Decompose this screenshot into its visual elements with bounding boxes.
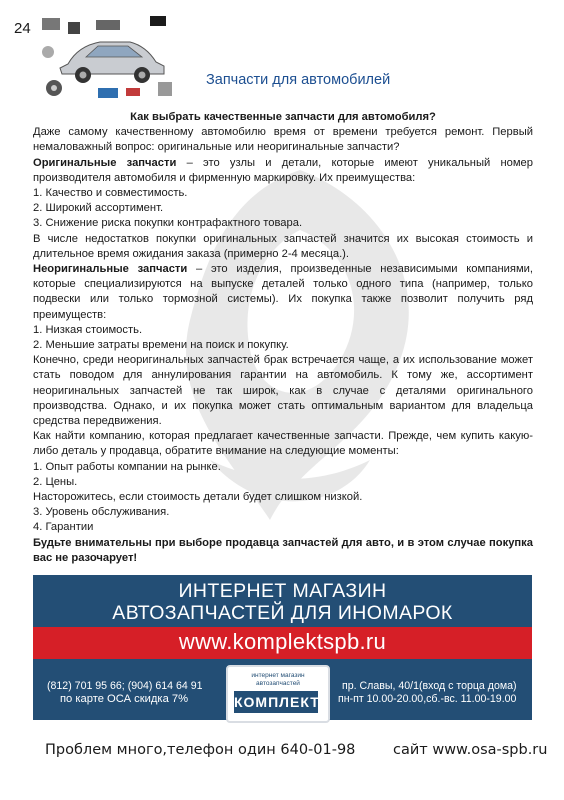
original-definition: [33, 156, 533, 186]
article-question: Как выбрать качественные запчасти для автомобиля?: [130, 111, 436, 123]
list-item: 1. Низкая стоимость.: [33, 323, 143, 336]
original-cons-paragraph: В числе недостатков покупки оригинальных запчастей значится их высокая стоимость и длительное время ожидания заказа (примерно 2-4 месяца.).: [33, 232, 533, 260]
logo-line1: интернет магазин: [251, 672, 305, 679]
nonoriginal-definition: [33, 262, 533, 323]
car-icon: [60, 42, 164, 83]
ad-headline-line2: АВТОЗАПЧАСТЕЙ ДЛЯ ИНОМАРОК: [112, 602, 453, 624]
ad-headline-line1: ИНТЕРНЕТ МАГАЗИН: [178, 580, 387, 602]
logo-word: КОМПЛЕКТ: [234, 691, 318, 713]
ad-website-link[interactable]: www.komplektspb.ru: [178, 629, 387, 654]
car-parts-illustration: [38, 12, 178, 102]
footer-website-link[interactable]: сайт www.osa-spb.ru: [393, 742, 548, 758]
nonoriginal-cons-paragraph: Конечно, среди неоригинальных запчастей брак встречается чаще, а их использование может стать поводом для аннулирования гарантии на автомобиль. К тому же, ассортимент неоригинальных запчастей не так широк, как в случае с деталями оригинального производства. Однако, и их покупка может стать оптимальным вариантом для владельца средства передвижения.: [33, 354, 533, 428]
logo-line2: автозапчастей: [256, 680, 300, 687]
advertisement-banner: [33, 575, 532, 720]
intro-paragraph: Даже самому качественному автомобилю время от времени требуется ремонт. Первый немаловажный вопрос: оригинальные или неоригинальные запчасти?: [33, 126, 533, 154]
list-item: 1. Опыт работы компании на рынке.: [33, 460, 221, 473]
nonoriginal-term: Неоригинальные запчасти: [33, 263, 188, 276]
closing-text: Будьте внимательны при выборе продавца запчастей для авто, и в этом случае покупка вас не разочарует!: [33, 536, 533, 564]
original-term: Оригинальные запчасти: [33, 156, 177, 169]
find-company-paragraph: Как найти компанию, которая предлагает качественные запчасти. Прежде, чем купить какую-либо деталь у продавца, обратите внимание на следующие моменты:: [33, 430, 533, 458]
list-item: 2. Широкий ассортимент.: [33, 202, 164, 215]
nonoriginal-def-text: – это изделия, произведенные независимыми компаниями, которые специализируются на выпуске деталей только одного типа (например, только подвески или только тормозной системы). Их покупка также позволит получить ряд преимуществ:: [33, 263, 533, 321]
list-item: 1. Качество и совместимость.: [33, 187, 188, 200]
komplekt-logo: [226, 665, 330, 723]
original-def-text: – это узлы и детали, которые имеют уникальный номер производителя автомобиля и фирменную маркировку. Их преимущества:: [33, 156, 533, 184]
list-item: 4. Гарантии: [33, 521, 94, 534]
list-item: Насторожитесь, если стоимость детали будет слишком низкой.: [33, 491, 363, 504]
list-item: 2. Меньшие затраты времени на поиск и покупку.: [33, 339, 289, 352]
list-item: 3. Снижение риска покупки контрафактного товара.: [33, 217, 303, 230]
list-item: 3. Уровень обслуживания.: [33, 506, 170, 519]
article-body: [33, 110, 533, 566]
ad-address: пр. Славы, 40/1(вход с торца дома): [342, 680, 517, 692]
ad-hours: пн-пт 10.00-20.00,сб.-вс. 11.00-19.00: [338, 693, 517, 705]
article-title: Запчасти для автомобилей: [206, 72, 391, 88]
ad-phones: (812) 701 95 66; (904) 614 64 91: [47, 680, 203, 692]
ad-discount: по карте ОСА скидка 7%: [60, 693, 189, 705]
footer-phone-text: Проблем много,телефон один 640-01-98: [45, 742, 356, 758]
page-number: 24: [14, 20, 31, 37]
list-item: 2. Цены.: [33, 475, 78, 488]
closing-paragraph: [33, 536, 533, 566]
